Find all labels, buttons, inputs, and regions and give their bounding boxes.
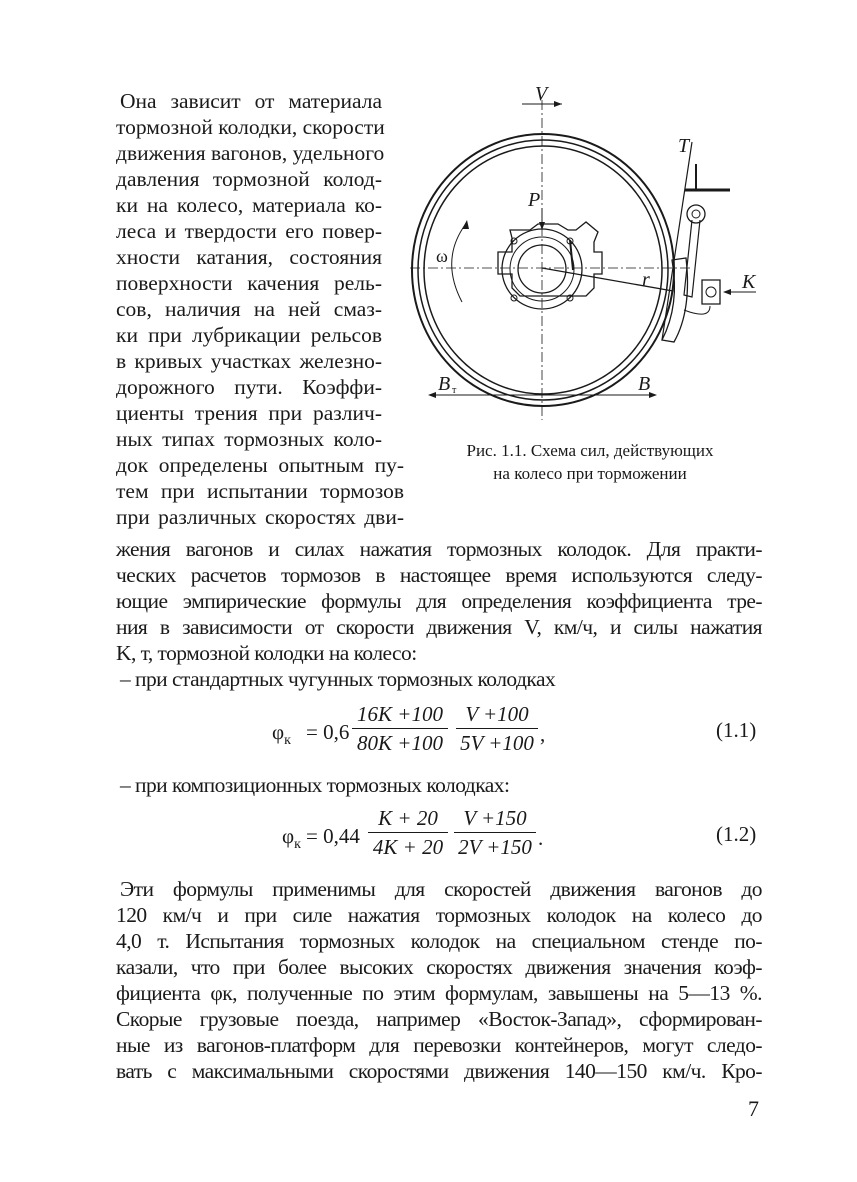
- brake-head-pin: [706, 287, 716, 297]
- figure-caption-line2: на колесо при торможении: [493, 464, 687, 483]
- text-line: жения вагонов и силах нажатия тормозных колодок. Для практи-: [116, 537, 762, 561]
- label-p: P: [528, 189, 541, 211]
- figure-caption-line1: Рис. 1.1. Схема сил, действующих: [466, 441, 714, 460]
- text-line: поверхности качения рель-: [116, 271, 382, 295]
- numerator: V +150: [463, 806, 527, 830]
- formula-1-1: $\varphi_к$ = 0,6 16K +100 80K +100 V +100 5V +100 ,: [272, 702, 546, 755]
- text-line: док определены опытным пу-: [116, 453, 404, 477]
- fraction-speed: [454, 806, 536, 859]
- text-line: Эти формулы применимы для скоростей движения вагонов до: [120, 877, 762, 901]
- fraction-speed: [456, 702, 538, 755]
- wheel-inner-rim: [424, 146, 662, 394]
- omega-arrow-arc: [452, 225, 465, 302]
- numerator: K + 20: [378, 806, 438, 830]
- text-line: ные из вагонов-платформ для перевозки контейнеров, могут следо-: [116, 1033, 762, 1057]
- wheel-middle-rim: [418, 140, 668, 400]
- label-b-t-subscript: т: [452, 385, 457, 396]
- equation-number: (1.2): [716, 822, 757, 846]
- pressing-force-arrowhead: [723, 289, 731, 295]
- text-line: тем при испытании тормозов: [116, 479, 404, 503]
- fraction-load: [352, 702, 448, 755]
- formula-1-2: $\varphi_к$ = 0,44 K + 20 4K + 20 V +150 2V +150 .: [282, 806, 544, 859]
- denominator: 5V +100: [460, 731, 534, 755]
- formula-coefficient: = 0,44: [306, 824, 360, 848]
- label-b-t: B: [438, 373, 451, 395]
- text-line: 4,0 т. Испытания тормозных колодок на специальном стенде по-: [116, 929, 762, 953]
- text-line: фициента φк, полученные по этим формулам, завышены на 5—13 %.: [116, 981, 762, 1005]
- text-line: казали, что при более высоких скоростях движения значения коэф-: [116, 955, 762, 979]
- radius-line: [542, 268, 673, 291]
- brake-hanger-pin: [687, 205, 705, 223]
- page-number: 7: [748, 1096, 759, 1121]
- axle-box-body: [498, 222, 602, 296]
- velocity-arrowhead: [554, 101, 562, 107]
- brake-hanger-pin-inner: [692, 210, 700, 218]
- text-line: движения вагонов, удельного: [116, 141, 385, 165]
- text-line: ки на колесо, материала ко-: [116, 193, 382, 217]
- fraction-load: [368, 806, 448, 859]
- denominator: 80K +100: [357, 731, 443, 755]
- equation-number: (1.1): [716, 718, 757, 742]
- text-line: дорожного пути. Коэффи-: [116, 375, 382, 399]
- brake-head: [702, 280, 720, 304]
- text-line: тормозной колодки, скорости: [116, 115, 385, 139]
- text-line: леса и твердости его повер-: [116, 219, 382, 243]
- text-line: ки при лубрикации рельсов: [116, 323, 382, 347]
- text-line: циенты трения при различ-: [116, 401, 382, 425]
- denominator: 4K + 20: [372, 835, 444, 859]
- text-line: в кривых участках железно-: [116, 349, 382, 373]
- wheel-force-diagram: [410, 80, 780, 430]
- text-line: ния в зависимости от скорости движения V, км/ч, и силы нажатия: [116, 615, 762, 639]
- text-line: ющие эмпирические формулы для определения коэффициента тре-: [116, 589, 762, 613]
- numerator: V +100: [465, 702, 529, 726]
- wheel-diagram-svg: [410, 80, 780, 430]
- label-k: K: [742, 271, 756, 293]
- text-line: K, т, тормозной колодки на колесо:: [116, 641, 417, 665]
- bullet-composite: – при композиционных тормозных колодках:: [120, 773, 510, 797]
- wheel-outer-rim: [412, 134, 674, 406]
- omega-arrowhead: [462, 220, 469, 229]
- text-line: Она зависит от материала: [120, 89, 382, 113]
- formula-lhs: $\varphi_к$: [282, 824, 301, 852]
- label-v: V: [535, 83, 548, 105]
- text-line: ных типах тормозных коло-: [116, 427, 382, 451]
- label-t: T: [678, 135, 690, 157]
- label-omega: ω: [436, 246, 448, 266]
- bullet-cast-iron: – при стандартных чугунных тормозных колодках: [120, 667, 556, 691]
- label-b: B: [638, 373, 651, 395]
- text-line: сов, наличия на ней смаз-: [116, 297, 382, 321]
- braking-force-arrowhead: [428, 392, 436, 398]
- text-line: 120 км/ч и при силе нажатия тормозных колодок на колесо до: [116, 903, 762, 927]
- text-line: давления тормозной колод-: [116, 167, 382, 191]
- denominator: 2V +150: [458, 835, 532, 859]
- text-line: Скорые грузовые поезда, например «Восток-Запад», сформирован-: [116, 1007, 762, 1031]
- text-line: хности катания, состояния: [116, 245, 382, 269]
- formula-coefficient: = 0,6: [306, 720, 350, 744]
- brake-shoe-support: [684, 306, 710, 314]
- text-line: ческих расчетов тормозов в настоящее время используются следу-: [116, 563, 762, 587]
- numerator: 16K +100: [357, 702, 443, 726]
- formula-lhs: $\varphi_к$: [272, 720, 291, 748]
- text-line: при различных скоростях дви-: [116, 505, 404, 529]
- tangent-line: [662, 142, 692, 340]
- text-line: вать с максимальными скоростями движения 140—150 км/ч. Кро-: [116, 1059, 762, 1083]
- label-r: r: [642, 269, 650, 291]
